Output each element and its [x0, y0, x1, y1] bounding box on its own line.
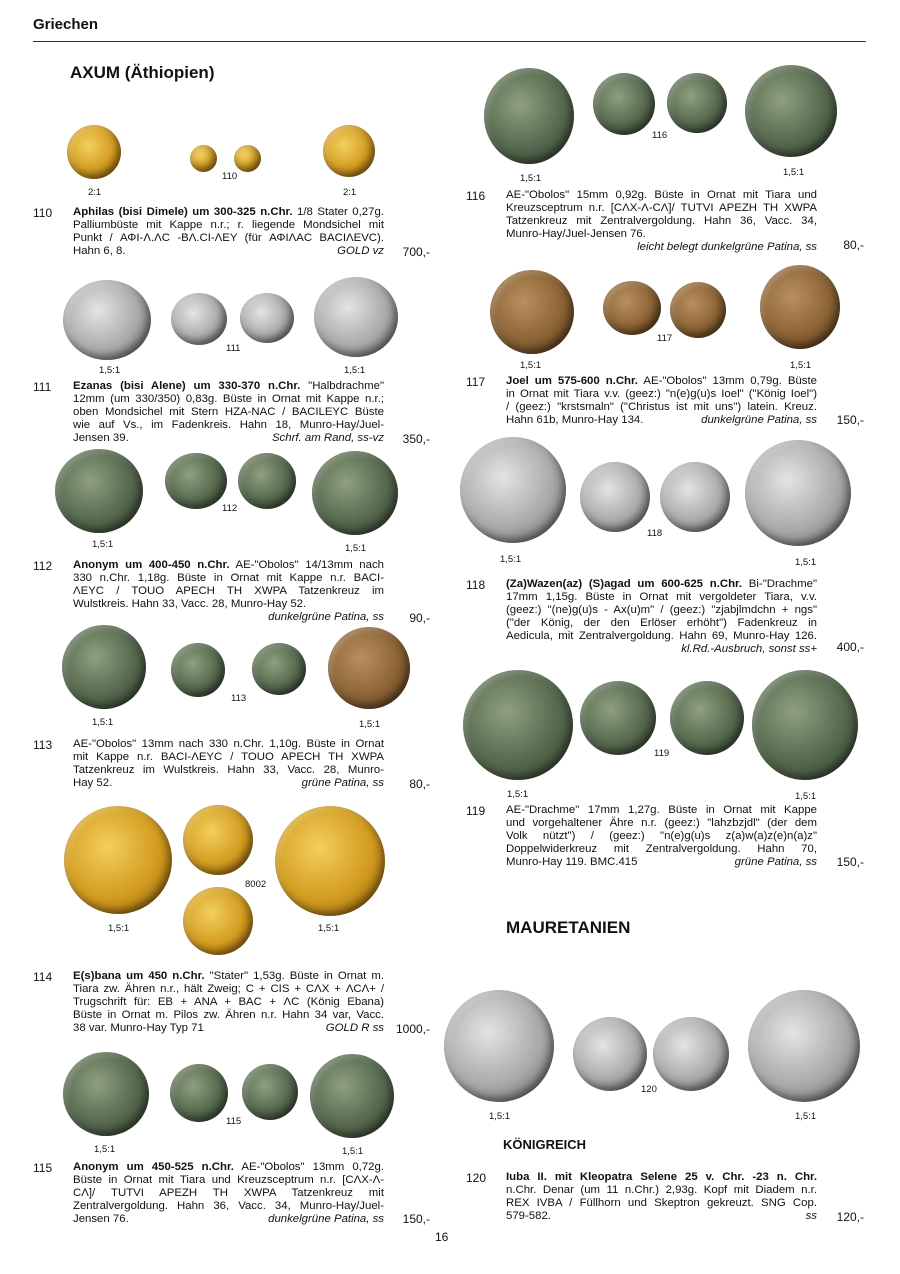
lot-description-114	[73, 970, 384, 1035]
lot-line: Jensen 76.	[73, 1213, 129, 1225]
grade-label: dunkelgrüne Patina, ss	[268, 611, 384, 623]
lot-line: Tatzenkreuz im Wulstkreis. Hahn 33, Vacc. 28, Munro-	[73, 764, 384, 776]
scale-label: 1,5:1	[94, 1144, 116, 1155]
image-number: 112	[222, 503, 238, 514]
gold-coin-icon	[183, 805, 253, 875]
lot-description-115	[73, 1161, 384, 1226]
grade-label: GOLD vz	[337, 245, 384, 257]
bronze-coin-icon	[463, 670, 573, 780]
lot-line: Hahn 6, 8.	[73, 245, 126, 257]
gold-coin-icon	[190, 145, 217, 172]
lot-line: REX IVBA / Füllhorn und Skeptron gekreuzt. SNG Cop.	[506, 1197, 817, 1209]
silver-coin-icon	[171, 293, 227, 345]
subsection-heading-koenigreich: KÖNIGREICH	[503, 1137, 587, 1152]
lot-line: Hay 52.	[73, 777, 113, 789]
lot-number: 119	[466, 804, 486, 818]
silver-coin-icon	[460, 437, 566, 543]
lot-line: oben Mondsichel mit Stern HZA-NAC / BACILEYC Büste	[73, 406, 384, 418]
lot-line: Doppelwiderkreuz mit Zentralvergoldung. Hahn 70,	[506, 843, 817, 855]
lot-number: 114	[33, 970, 53, 984]
lot-line: 12mm (um 330/350) 0,83g. Büste in Ornat mit Kappe n.r.;	[73, 393, 384, 405]
bronze-coin-icon	[745, 65, 837, 157]
scale-label: 1,5:1	[345, 543, 367, 554]
lot-title: E(s)bana um 450 n.Chr.	[73, 970, 205, 982]
bronze-coin-icon	[484, 68, 574, 164]
scale-label: 1,5:1	[359, 719, 381, 730]
lot-number: 115	[33, 1161, 53, 1175]
lot-description-111	[73, 380, 384, 445]
bronze-coin-icon	[490, 270, 574, 354]
section-heading-axum: AXUM (Äthiopien)	[70, 63, 215, 82]
lot-line: Volk nützt") / (geez:) "n(e)g(u)s z(a)w(a)z(e)n(a)z"	[506, 830, 817, 842]
lot-line: AE-"Obolos" 14/13mm nach	[235, 559, 384, 571]
header-divider	[33, 41, 866, 42]
lot-line: Palliumbüste mit Kappe n.r.; r. liegende Mondsichel mit	[73, 219, 384, 231]
bronze-coin-icon	[752, 670, 858, 780]
silver-coin-icon	[745, 440, 851, 546]
lot-line: 38 var. Munro-Hay Typ 71	[73, 1022, 204, 1034]
bronze-coin-icon	[580, 681, 656, 755]
price-label: 150,-	[402, 1212, 430, 1226]
lot-line: 579-582.	[506, 1210, 551, 1222]
scale-label: 1,5:1	[92, 717, 114, 728]
lot-line: 17mm 1,15g. Büste in Ornat mit vergoldeter Tiara, v.v.	[506, 591, 817, 603]
scale-label: 1,5:1	[99, 365, 121, 376]
lot-line: AE-"Obolos" 13mm 0,72g.	[241, 1161, 384, 1173]
scale-label: 1,5:1	[783, 167, 805, 178]
bronze-coin-icon	[165, 453, 227, 509]
image-number: 110	[222, 171, 238, 182]
grade-label: dunkelgrüne Patina, ss	[701, 414, 817, 426]
image-number: 116	[652, 130, 668, 141]
lot-number: 118	[466, 578, 486, 592]
bronze-coin-icon	[760, 265, 840, 349]
lot-line: ΛΕΥC / TOUO APECH TH XWPA Tatzenkreuz im	[73, 585, 384, 597]
gold-coin-icon	[323, 125, 375, 177]
lot-line: Munro-Hay/Juel-Jensen 76.	[506, 228, 646, 240]
lot-line: Zentralvergoldung. Hahn 36, Vacc. 34, Munro-Hay/Juel-	[73, 1200, 384, 1212]
lot-line: "Stater" 1,53g. Büste in Ornat m.	[209, 970, 385, 982]
image-number: 118	[647, 528, 663, 539]
image-number: 119	[654, 748, 670, 759]
image-number: 120	[641, 1084, 657, 1095]
lot-line: AE-"Obolos" 13mm 0,79g. Büste	[643, 375, 818, 387]
lot-description-113	[73, 738, 384, 790]
lot-line: mit Kappe n.r. BACI-ΛΕΥC / TOUO APECH TH XWPA	[73, 751, 384, 763]
scale-label: 1,5:1	[108, 923, 130, 934]
price-label: 150,-	[836, 413, 864, 427]
silver-coin-icon	[63, 280, 151, 360]
lot-title: (Za)Wazen(az) (S)agad um 600-625 n.Chr.	[506, 578, 743, 590]
lot-line: Kreuzsceptrum n.r. [CΛX-Λ-CΛ]/ TUTVI APEZH TH XWPA	[506, 202, 817, 214]
grade-label: dunkelgrüne Patina, ss	[268, 1213, 384, 1225]
scale-label: 2:1	[88, 187, 102, 198]
price-label: 80,-	[843, 238, 864, 252]
silver-coin-icon	[653, 1017, 729, 1091]
price-label: 700,-	[402, 245, 430, 259]
image-number: 117	[657, 333, 673, 344]
lot-number: 110	[33, 206, 53, 220]
lot-description-118	[506, 578, 817, 656]
gold-coin-icon	[275, 806, 385, 916]
lot-line: 1/8 Stater 0,27g.	[297, 206, 384, 218]
lot-line: 330 n.Chr. 1,18g. Büste in Ornat mit Kappe n.r. BACI-	[73, 572, 384, 584]
lot-title: Anonym um 450-525 n.Chr.	[73, 1161, 234, 1173]
image-number: 113	[231, 693, 247, 704]
silver-coin-icon	[314, 277, 398, 357]
silver-coin-icon	[240, 293, 294, 343]
lot-number: 111	[33, 380, 52, 394]
image-number: 115	[226, 1116, 242, 1127]
lot-line: Aedicula, mit Zentralvergoldung. Hahn 69, Munro-Hay 126.	[506, 630, 817, 642]
scale-label: 1,5:1	[318, 923, 340, 934]
lot-line: Büste in Ornat mit Tiara und Kreuzsceptrum n.r. [CΛX-Λ-	[73, 1174, 384, 1186]
grade-label: GOLD R ss	[325, 1022, 384, 1034]
scale-label: 1,5:1	[795, 557, 817, 568]
grade-label: Schrf. am Rand, ss-vz	[271, 432, 384, 444]
lot-line: (geez:) "(ne)g(u)s - Ax(u)m" / (geez:) "zjabjlmdchn + ngs"	[506, 604, 817, 616]
image-number: 8002	[245, 879, 267, 890]
lot-line: Trugschrift für: EB + ANA + BAC + ΛC (König Ebana)	[73, 996, 384, 1008]
scale-label: 1,5:1	[342, 1146, 364, 1157]
lot-description-110	[73, 206, 384, 258]
price-label: 120,-	[836, 1210, 864, 1224]
scale-label: 1,5:1	[489, 1111, 511, 1122]
lot-line: und vorgehaltener Ähre n.r. (geez:) "lahzbzjdl" (der dem	[506, 817, 817, 829]
bronze-coin-icon	[242, 1064, 298, 1120]
lot-description-112	[73, 559, 384, 624]
price-label: 150,-	[836, 855, 864, 869]
bronze-coin-icon	[670, 282, 726, 338]
scale-label: 1,5:1	[507, 789, 529, 800]
price-label: 1000,-	[395, 1022, 430, 1036]
lot-description-117	[506, 375, 817, 427]
bronze-coin-icon	[238, 453, 296, 509]
lot-line: AE-"Obolos" 15mm 0,92g. Büste in Ornat mit Tiara und	[506, 189, 817, 201]
price-label: 400,-	[836, 640, 864, 654]
bronze-coin-icon	[55, 449, 143, 533]
grade-label: kl.Rd.-Ausbruch, sonst ss+	[681, 643, 817, 655]
lot-line: Tiara zw. Ähren n.r., hält Zweig; C + CIS + CΛX + ΛCΛ+ /	[73, 983, 384, 995]
price-label: 80,-	[409, 777, 430, 791]
bronze-coin-icon	[328, 627, 410, 709]
lot-line: ("der König, der den Erlöser erhöht") Fadenkreuz in	[506, 617, 817, 629]
lot-line: Tatzenkreuz mit Zentralvergoldung. Hahn 36, Vacc. 34,	[506, 215, 817, 227]
silver-coin-icon	[573, 1017, 647, 1091]
lot-title: Iuba II. mit Kleopatra Selene 25 v. Chr. -23 n. Chr.	[506, 1171, 817, 1183]
bronze-coin-icon	[62, 625, 146, 709]
lot-line: Munro-Hay 119. BMC.415	[506, 856, 638, 868]
lot-number: 116	[466, 189, 486, 203]
lot-number: 117	[466, 375, 486, 389]
lot-line: Jensen 39.	[73, 432, 129, 444]
lot-line: Hahn 61b, Munro-Hay 134.	[506, 414, 644, 426]
bronze-coin-icon	[252, 643, 306, 695]
silver-coin-icon	[660, 462, 730, 532]
price-label: 90,-	[409, 611, 430, 625]
lot-line: Punkt / ΑΦΙ-Λ.ΛC -ΒΛ.CΙ-ΛΕΥ (für ΑΦΙΛΑC ΒΑCΙΛΕVC).	[73, 232, 384, 244]
image-number: 111	[226, 343, 241, 354]
gold-coin-icon	[183, 887, 253, 955]
lot-line: wie auf Vs., im Fadenkreis. Hahn 18, Munro-Hay/Juel-	[73, 419, 384, 431]
bronze-coin-icon	[312, 451, 398, 535]
scale-label: 1,5:1	[790, 360, 812, 371]
bronze-coin-icon	[667, 73, 727, 133]
bronze-coin-icon	[310, 1054, 394, 1138]
silver-coin-icon	[580, 462, 650, 532]
scale-label: 1,5:1	[795, 1111, 817, 1122]
lot-line: Wulstkreis. Hahn 33, Vacc. 28, Munro-Hay 52.	[73, 598, 307, 610]
lot-number: 120	[466, 1171, 487, 1185]
silver-coin-icon	[748, 990, 860, 1102]
gold-coin-icon	[234, 145, 261, 172]
lot-line: Bi-"Drachme"	[748, 578, 817, 590]
lot-title: Aphilas (bisi Dimele) um 300-325 n.Chr.	[73, 206, 293, 218]
lot-description-120	[506, 1171, 817, 1223]
lot-number: 112	[33, 559, 53, 573]
running-header: Griechen	[33, 16, 99, 33]
bronze-coin-icon	[63, 1052, 149, 1136]
lot-line: AE-"Drachme" 17mm 1,27g. Büste in Ornat mit Kappe	[506, 804, 817, 816]
scale-label: 1,5:1	[520, 173, 542, 184]
scale-label: 2:1	[343, 187, 357, 198]
lot-line: "Halbdrachme"	[308, 380, 384, 392]
section-heading-mauretanien: MAURETANIEN	[506, 918, 631, 937]
lot-number: 113	[33, 738, 53, 752]
grade-label: leicht belegt dunkelgrüne Patina, ss	[637, 241, 817, 253]
price-label: 350,-	[402, 432, 430, 446]
scale-label: 1,5:1	[92, 539, 114, 550]
lot-title: Ezanas (bisi Alene) um 330-370 n.Chr.	[73, 380, 301, 392]
scale-label: 1,5:1	[795, 791, 817, 802]
bronze-coin-icon	[170, 1064, 228, 1122]
lot-line: in Ornat mit Tiara v.v. (geez:) "n(e)g(u)s Ioel" ("König Ioel")	[506, 388, 817, 400]
gold-coin-icon	[67, 125, 121, 179]
scale-label: 1,5:1	[520, 360, 542, 371]
page-number: 16	[435, 1230, 449, 1244]
grade-label: ss	[805, 1210, 817, 1222]
lot-description-119	[506, 804, 817, 869]
bronze-coin-icon	[670, 681, 744, 755]
lot-line: AE-"Obolos" 13mm nach 330 n.Chr. 1,10g. Büste in Ornat	[73, 738, 384, 750]
lot-description-116	[506, 189, 817, 254]
bronze-coin-icon	[603, 281, 661, 335]
scale-label: 1,5:1	[500, 554, 522, 565]
lot-line: Büste in Ornat m. Pilos zw. Ähren n.r. Hahn 34 var, Vacc.	[73, 1009, 384, 1021]
bronze-coin-icon	[593, 73, 655, 135]
gold-coin-icon	[64, 806, 172, 914]
grade-label: grüne Patina, ss	[301, 777, 384, 789]
lot-title: Anonym um 400-450 n.Chr.	[73, 559, 230, 571]
scale-label: 1,5:1	[344, 365, 366, 376]
bronze-coin-icon	[171, 643, 225, 697]
lot-line: CΛ]/ TUTVI APEZH TH XWPA Tatzenkreuz mit	[73, 1187, 384, 1199]
lot-title: Joel um 575-600 n.Chr.	[506, 375, 638, 387]
lot-line: n.Chr. Denar (um 11 n.Chr.) 2,93g. Kopf mit Diadem n.r.	[506, 1184, 817, 1196]
silver-coin-icon	[444, 990, 554, 1102]
grade-label: grüne Patina, ss	[734, 856, 817, 868]
lot-line: / (geez:) "krstsmaln" ("Christus ist mit uns") latein. Kreuz.	[506, 401, 817, 413]
